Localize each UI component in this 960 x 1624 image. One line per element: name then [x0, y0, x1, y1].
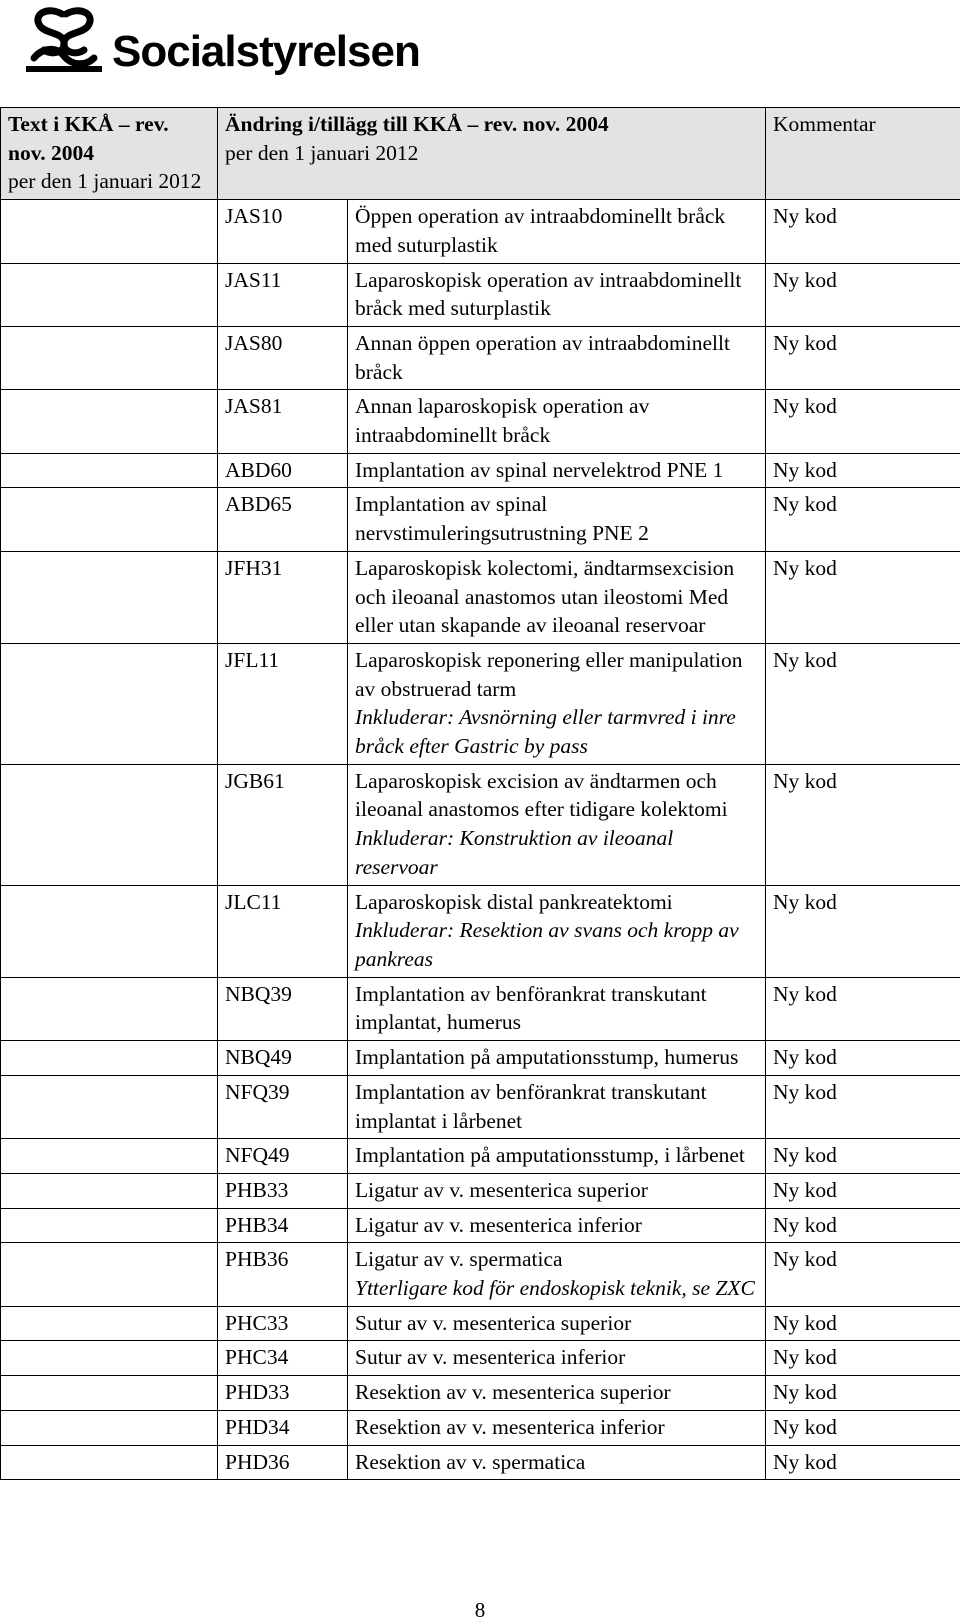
code-cell: JFL11	[218, 643, 348, 764]
comment-cell: Ny kod	[766, 1243, 960, 1306]
code-cell: PHC33	[218, 1306, 348, 1341]
table-header-row	[1, 108, 960, 200]
old-text-cell	[1, 1075, 218, 1138]
code-cell: JFH31	[218, 551, 348, 643]
table-row	[1, 200, 960, 263]
code-cell: PHD34	[218, 1410, 348, 1445]
old-text-cell	[1, 1173, 218, 1208]
comment-cell: Ny kod	[766, 1041, 960, 1076]
description-cell	[348, 1173, 766, 1208]
header-change	[218, 108, 766, 200]
description-text: Annan öppen operation av intraabdominellt bråck	[355, 330, 730, 384]
table-row	[1, 1243, 960, 1306]
description-cell	[348, 885, 766, 977]
code-cell: JLC11	[218, 885, 348, 977]
table-row	[1, 977, 960, 1040]
table-row	[1, 488, 960, 551]
code-cell: PHB36	[218, 1243, 348, 1306]
description-text: Implantation av benförankrat transkutant implantat, humerus	[355, 981, 707, 1035]
code-cell: PHD36	[218, 1445, 348, 1480]
description-cell	[348, 1208, 766, 1243]
comment-cell: Ny kod	[766, 1208, 960, 1243]
comment-cell: Ny kod	[766, 1410, 960, 1445]
description-text: Laparoskopisk excision av ändtarmen och ileoanal anastomos efter tidigare kolektomi	[355, 768, 728, 822]
code-cell: PHD33	[218, 1376, 348, 1411]
org-name: Socialstyrelsen	[112, 27, 420, 76]
logo	[22, 4, 420, 80]
description-text: Laparoskopisk distal pankreatektomi	[355, 889, 673, 914]
code-cell: NBQ49	[218, 1041, 348, 1076]
code-cell: NFQ49	[218, 1139, 348, 1174]
code-cell: JAS80	[218, 326, 348, 389]
description-text: Resektion av v. mesenterica inferior	[355, 1414, 665, 1439]
description-cell	[348, 200, 766, 263]
comment-cell: Ny kod	[766, 1139, 960, 1174]
code-cell: PHB34	[218, 1208, 348, 1243]
description-text: Ligatur av v. spermatica	[355, 1247, 563, 1272]
code-cell: PHB33	[218, 1173, 348, 1208]
description-text: Ligatur av v. mesenterica inferior	[355, 1212, 642, 1237]
comment-cell: Ny kod	[766, 551, 960, 643]
code-cell: ABD60	[218, 453, 348, 488]
code-cell: NFQ39	[218, 1075, 348, 1138]
description-note: Ytterligare kod för endoskopisk teknik, se ZXC	[355, 1276, 755, 1301]
description-cell	[348, 1243, 766, 1306]
old-text-cell	[1, 390, 218, 453]
table-row	[1, 453, 960, 488]
comment-cell: Ny kod	[766, 1376, 960, 1411]
description-cell	[348, 643, 766, 764]
header-comment: Kommentar	[766, 108, 960, 200]
description-text: Laparoskopisk kolectomi, ändtarmsexcision och ileoanal anastomos utan ileostomi Med eller utan skapande av ileoanal reservoar	[355, 555, 735, 638]
code-cell: JAS81	[218, 390, 348, 453]
header-change-sub: per den 1 januari 2012	[225, 140, 419, 165]
old-text-cell	[1, 977, 218, 1040]
comment-cell: Ny kod	[766, 488, 960, 551]
description-cell	[348, 453, 766, 488]
old-text-cell	[1, 1208, 218, 1243]
code-cell: JAS10	[218, 200, 348, 263]
table-row	[1, 764, 960, 885]
table-row	[1, 1376, 960, 1411]
comment-cell: Ny kod	[766, 200, 960, 263]
table-row	[1, 1410, 960, 1445]
table-row	[1, 390, 960, 453]
comment-cell: Ny kod	[766, 1075, 960, 1138]
old-text-cell	[1, 263, 218, 326]
description-text: Implantation av spinal nervelektrod PNE 1	[355, 457, 724, 482]
description-cell	[348, 1341, 766, 1376]
description-text: Laparoskopisk operation av intraabdominellt bråck med suturplastik	[355, 267, 742, 321]
description-cell	[348, 764, 766, 885]
description-text: Sutur av v. mesenterica superior	[355, 1310, 632, 1335]
comment-cell: Ny kod	[766, 326, 960, 389]
code-cell: PHC34	[218, 1341, 348, 1376]
old-text-cell	[1, 1376, 218, 1411]
table-row	[1, 326, 960, 389]
old-text-cell	[1, 1139, 218, 1174]
code-cell: JAS11	[218, 263, 348, 326]
old-text-cell	[1, 453, 218, 488]
description-text: Implantation på amputationsstump, i lårbenet	[355, 1143, 745, 1168]
description-cell	[348, 1139, 766, 1174]
old-text-cell	[1, 643, 218, 764]
old-text-cell	[1, 1041, 218, 1076]
description-cell	[348, 551, 766, 643]
description-text: Laparoskopisk reponering eller manipulation av obstruerad tarm	[355, 647, 743, 701]
old-text-cell	[1, 488, 218, 551]
table-row	[1, 885, 960, 977]
header-change-title: Ändring i/tillägg till KKÅ – rev. nov. 2004	[225, 112, 609, 136]
description-text: Sutur av v. mesenterica inferior	[355, 1345, 626, 1370]
comment-cell: Ny kod	[766, 453, 960, 488]
description-text: Annan laparoskopisk operation av intraabdominellt bråck	[355, 394, 650, 448]
comment-cell: Ny kod	[766, 1341, 960, 1376]
old-text-cell	[1, 764, 218, 885]
description-text: Ligatur av v. mesenterica superior	[355, 1177, 648, 1202]
description-cell	[348, 1376, 766, 1411]
table-row	[1, 1173, 960, 1208]
table-row	[1, 263, 960, 326]
page-number: 8	[474, 1598, 486, 1622]
description-text: Implantation av benförankrat transkutant implantat i lårbenet	[355, 1079, 707, 1133]
old-text-cell	[1, 1445, 218, 1480]
description-cell	[348, 1445, 766, 1480]
comment-cell: Ny kod	[766, 1445, 960, 1480]
old-text-cell	[1, 551, 218, 643]
table-row	[1, 1208, 960, 1243]
description-note: Inkluderar: Resektion av svans och kropp av pankreas	[355, 918, 739, 971]
comment-cell: Ny kod	[766, 390, 960, 453]
comment-cell: Ny kod	[766, 764, 960, 885]
table-row	[1, 1139, 960, 1174]
description-cell	[348, 326, 766, 389]
table-row	[1, 551, 960, 643]
table-row	[1, 1445, 960, 1480]
socialstyrelsen-emblem-icon	[22, 4, 106, 78]
description-cell	[348, 1041, 766, 1076]
description-text: Implantation på amputationsstump, humerus	[355, 1045, 739, 1070]
table-row	[1, 643, 960, 764]
header-text-kka-sub: per den 1 januari 2012	[8, 169, 202, 194]
description-text: Öppen operation av intraabdominellt bråck med suturplastik	[355, 204, 726, 257]
table-row	[1, 1075, 960, 1138]
change-table	[0, 107, 960, 1480]
header-text-kka-title: Text i KKÅ – rev. nov. 2004	[8, 112, 169, 165]
description-note: Inkluderar: Avsnörning eller tarmvred i inre bråck efter Gastric by pass	[355, 705, 736, 759]
description-text: Resektion av v. spermatica	[355, 1449, 586, 1474]
comment-cell: Ny kod	[766, 977, 960, 1040]
old-text-cell	[1, 1410, 218, 1445]
description-cell	[348, 390, 766, 453]
description-cell	[348, 263, 766, 326]
comment-cell: Ny kod	[766, 1173, 960, 1208]
description-cell	[348, 977, 766, 1040]
comment-cell: Ny kod	[766, 263, 960, 326]
old-text-cell	[1, 1243, 218, 1306]
description-text: Resektion av v. mesenterica superior	[355, 1380, 671, 1405]
header-text-kka	[1, 108, 218, 200]
table-row	[1, 1341, 960, 1376]
comment-cell: Ny kod	[766, 643, 960, 764]
code-cell: ABD65	[218, 488, 348, 551]
description-cell	[348, 1075, 766, 1138]
description-cell	[348, 488, 766, 551]
old-text-cell	[1, 200, 218, 263]
code-cell: NBQ39	[218, 977, 348, 1040]
table-row	[1, 1306, 960, 1341]
description-cell	[348, 1306, 766, 1341]
old-text-cell	[1, 326, 218, 389]
old-text-cell	[1, 1341, 218, 1376]
description-note: Inkluderar: Konstruktion av ileoanal reservoar	[355, 826, 674, 879]
old-text-cell	[1, 1306, 218, 1341]
comment-cell: Ny kod	[766, 1306, 960, 1341]
table-row	[1, 1041, 960, 1076]
description-cell	[348, 1410, 766, 1445]
old-text-cell	[1, 885, 218, 977]
description-text: Implantation av spinal nervstimuleringsutrustning PNE 2	[355, 492, 649, 546]
code-cell: JGB61	[218, 764, 348, 885]
comment-cell: Ny kod	[766, 885, 960, 977]
